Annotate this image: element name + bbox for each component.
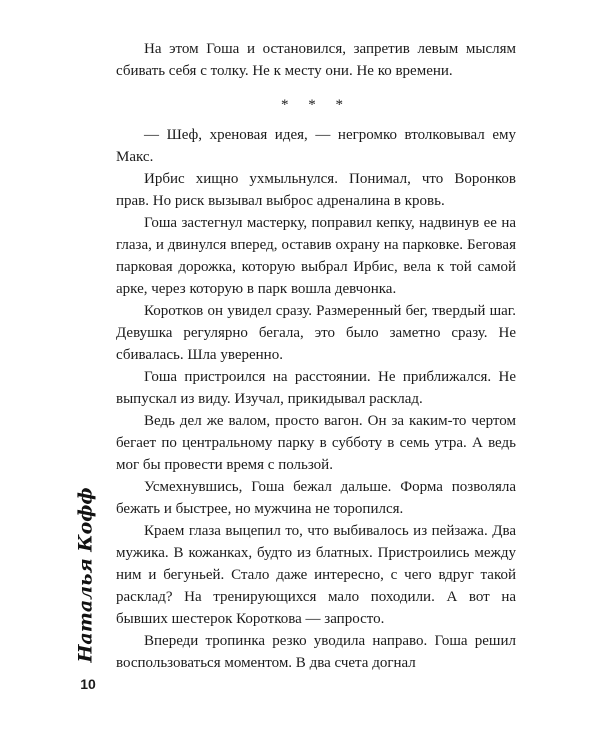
paragraph: Гоша застегнул мастерку, поправил кепку, надвинув ее на глаза, и двинулся вперед, оставив охрану на парковке. Беговая парковая дорожка, которую выбрал Ирбис, вела к той самой арке, через которую в парк вошла девчонка. <box>116 215 516 297</box>
paragraph: — Шеф, хреновая идея, — негромко втолковывал ему Макс. <box>116 127 516 165</box>
paragraph: Усмехнувшись, Гоша бежал дальше. Форма позволяла бежать и быстрее, но мужчина не торопился. <box>116 479 516 517</box>
section-break: * * * <box>281 97 351 113</box>
body-text <box>116 38 516 674</box>
paragraph: Краем глаза выцепил то, что выбивалось из пейзажа. Два мужика. В кожанках, будто из блатных. Пристроились между ним и бегуньей. Стало даже интересно, с чего вдруг такой расклад? На тренирующихся мало походили. А вот на бывших шестерок Короткова — запросто. <box>116 523 516 627</box>
paragraph: На этом Гоша и остановился, запретив левым мыслям сбивать себя с толку. Не к месту они. Не ко времени. <box>116 41 516 79</box>
page-number: 10 <box>80 676 96 692</box>
paragraph: Ирбис хищно ухмыльнулся. Понимал, что Воронков прав. Но риск вызывал выброс адреналина в кровь. <box>116 171 516 209</box>
author-signature-text: Наталья Кофф <box>75 487 97 663</box>
author-signature <box>74 487 98 663</box>
paragraph: Гоша пристроился на расстоянии. Не приближался. Не выпускал из виду. Изучал, прикидывал расклад. <box>116 369 516 407</box>
paragraph: Впереди тропинка резко уводила направо. Гоша решил воспользоваться моментом. В два счета догнал <box>116 633 516 671</box>
paragraph: Коротков он увидел сразу. Размеренный бег, твердый шаг. Девушка регулярно бегала, это было заметно сразу. Не сбивалась. Шла уверенно. <box>116 303 516 363</box>
paragraph: Ведь дел же валом, просто вагон. Он за каким-то чертом бегает по центральному парку в субботу в семь утра. А ведь мог бы провести время с пользой. <box>116 413 516 473</box>
